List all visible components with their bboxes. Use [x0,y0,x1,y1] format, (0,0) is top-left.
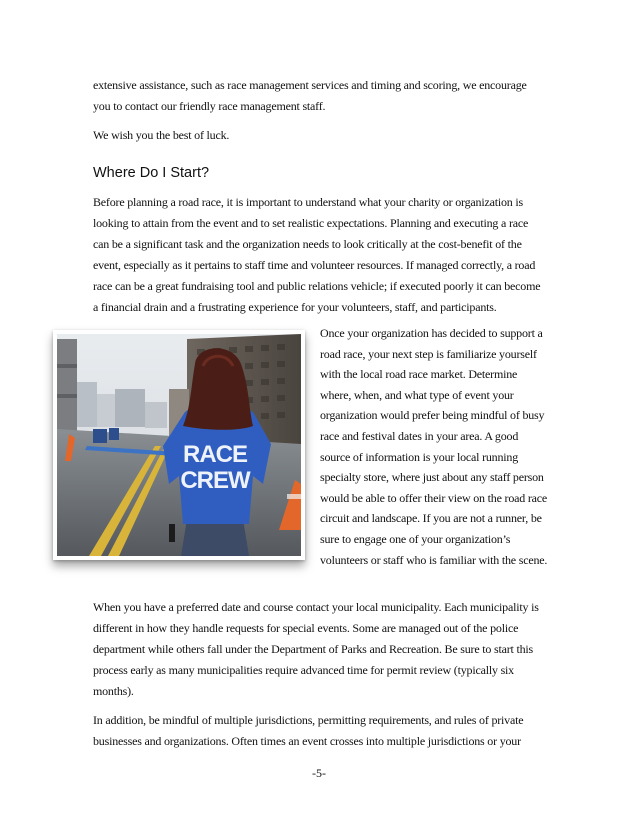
jurisdictions-paragraph: In addition, be mindful of multiple jurisdictions, permitting requirements, and rules of private businesses and organizations. Often times an event crosses into multiple jurisdictions or your [93,713,524,748]
race-crew-photo [57,334,301,556]
luck-paragraph: We wish you the best of luck. [93,128,230,142]
planning-paragraph: Before planning a road race, it is important to understand what your charity or organization is looking to attain from the event and to set realistic expectations. Planning and executing a race can be a significant task and the organization needs to look critically at the cost-benefit of the event, especially as it pertains to staff time and volunteer resources. If managed correctly, a road race can be a great fundraising tool and public relations vehicle; if executed poorly it can become a financial drain and a frustrating experience for your volunteers, staff, and participants. [93,195,541,314]
intro-paragraph: extensive assistance, such as race management services and timing and scoring, we encourage you to contact our friendly race management staff. [93,78,527,113]
municipality-paragraph: When you have a preferred date and course contact your local municipality. Each municipality is different in how they handle requests for special events. Some are managed out of the police department while others fall under the Department of Parks and Recreation. Be sure to start this process early as many municipalities require advanced time for permit review (typically six months). [93,600,539,698]
race-crew-photo-frame [53,330,305,560]
race-crew-photo-illustration [57,334,301,556]
section-heading: Where Do I Start? [93,165,210,181]
shirt-text-crew: CREW [180,467,250,494]
page-number: -5- [312,766,326,780]
shirt-text-race: RACE [182,441,248,468]
market-paragraph: Once your organization has decided to support a road race, your next step is familiarize yourself with the local road race market. Determine where, when, and what type of event your organization would prefer being mindful of busy race and festival dates in your area. A good source of information is your local running specialty store, where just about any staff person would be able to offer their view on the road race circuit and landscape. If you are not a runner, be sure to engage one of your organization’s volunteers or staff who is familiar with the scene. [320,326,548,567]
